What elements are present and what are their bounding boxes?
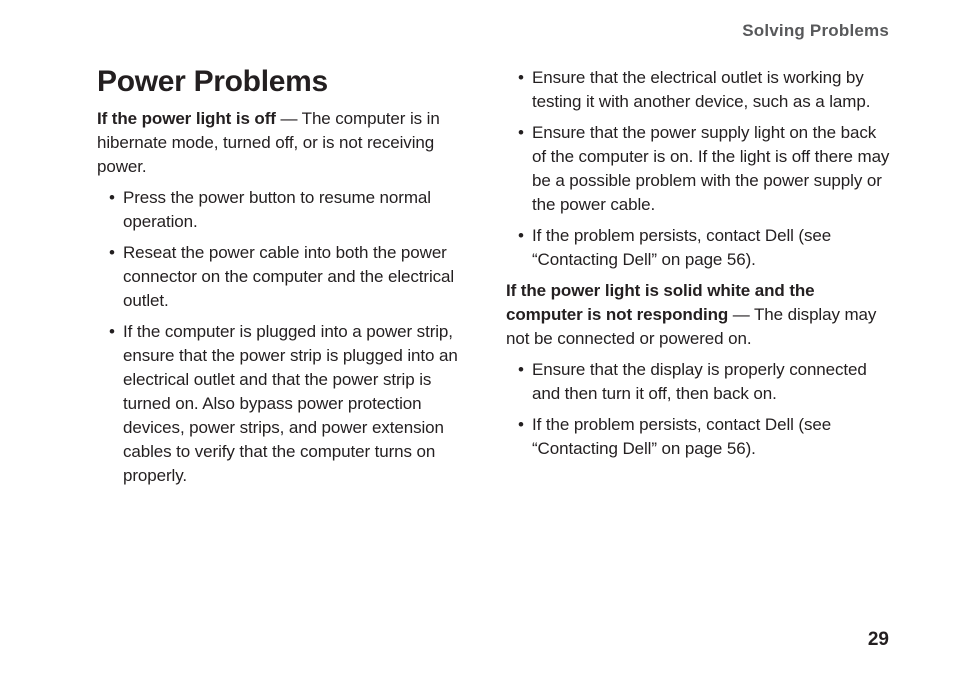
solid-white-text: — The display may not be connected or powered on. (506, 305, 877, 348)
list-item: • Ensure that the electrical outlet is working by testing it with another device, such as a lamp. (532, 66, 894, 114)
list-item: • If the problem persists, contact Dell (see “Contacting Dell” on page 56). (532, 413, 894, 461)
list-item: • Ensure that the display is properly connected and then turn it off, then back on. (532, 358, 894, 406)
power-off-intro (97, 107, 482, 179)
power-off-steps (97, 186, 482, 488)
power-off-lead: If the power light is off (97, 109, 276, 128)
list-item: • Ensure that the power supply light on the back of the computer is on. If the light is off there may be a possible problem with the power supply or the power cable. (532, 121, 894, 217)
right-column (506, 66, 894, 468)
power-off-steps-continued (506, 66, 894, 272)
list-item: • If the computer is plugged into a power strip, ensure that the power strip is plugged into an electrical outlet and that the power strip is turned on. Also bypass power protection devices, power strips, and power extension cables to verify that the computer turns on properly. (123, 320, 482, 488)
solid-white-steps (506, 358, 894, 461)
running-header: Solving Problems (742, 21, 889, 40)
left-column (97, 64, 482, 495)
page-title: Power Problems (97, 65, 328, 98)
page-number: 29 (867, 629, 889, 650)
power-off-text: — The computer is in hibernate mode, turned off, or is not receiving power. (97, 109, 440, 176)
list-item: • Reseat the power cable into both the power connector on the computer and the electrical outlet. (123, 241, 482, 313)
list-item: • Press the power button to resume normal operation. (123, 186, 482, 234)
solid-white-intro (506, 279, 894, 351)
list-item: • If the problem persists, contact Dell (see “Contacting Dell” on page 56). (532, 224, 894, 272)
solid-white-lead: If the power light is solid white and the computer is not responding (506, 281, 815, 324)
